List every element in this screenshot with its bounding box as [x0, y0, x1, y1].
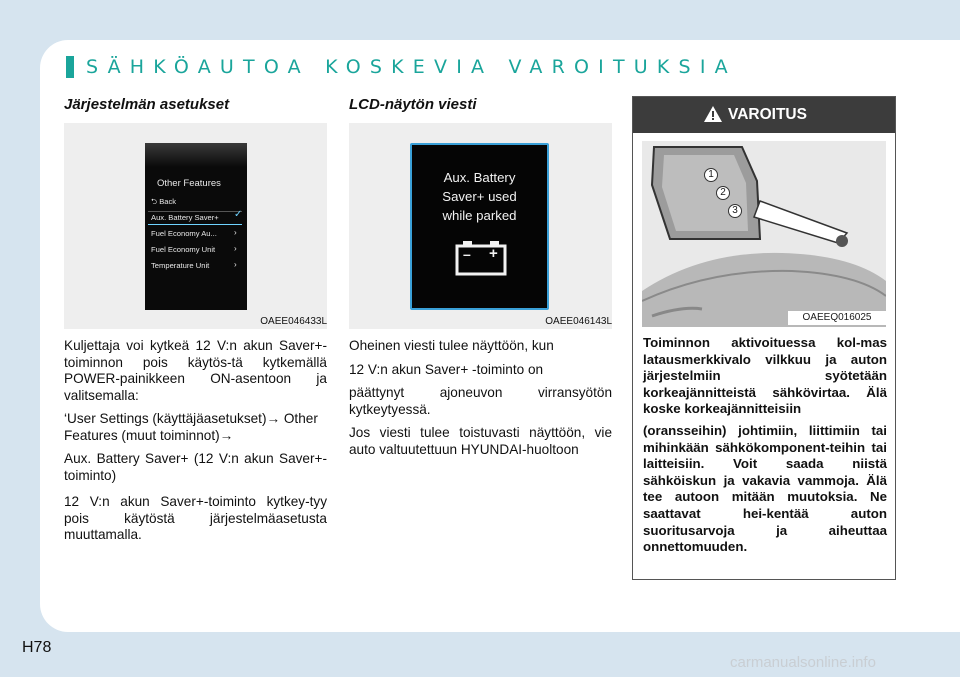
col2-paragraph: Oheinen viesti tulee näyttöön, kun	[349, 338, 554, 353]
section-title: SÄHKÖAUTOA KOSKEVIA VAROITUKSIA	[86, 56, 737, 78]
col1-paragraph: ‘User Settings (käyttäjäasetukset)→ Other Features (muut toiminnot)→	[64, 411, 318, 443]
battery-plus-symbol: +	[489, 245, 498, 262]
screen-item-aux: Aux. Battery Saver+	[151, 213, 219, 222]
col1-paragraph: Kuljettaja voi kytkeä 12 V:n akun Saver+-toiminnon pois käytös-tä kytkemällä POWER-painikkeen ON-asentoon ja valitsemalla:	[64, 338, 327, 403]
screen-item-fuel-auto: Fuel Economy Au...	[151, 229, 217, 238]
watermark: carmanualsonline.info	[730, 654, 876, 671]
col2-paragraph: päättynyt ajoneuvon virransyötön kytkeytyessä.	[349, 385, 612, 417]
callout-3: 3	[728, 204, 742, 218]
warning-triangle-icon	[703, 105, 723, 123]
col1-body	[64, 338, 327, 551]
col1-image-code: OAEE046433L	[260, 316, 327, 327]
callout-1: 1	[704, 168, 718, 182]
warning-body	[643, 335, 887, 561]
col2-paragraph: 12 V:n akun Saver+ -toiminto on	[349, 361, 544, 377]
page-number: H78	[22, 639, 52, 656]
warning-header	[633, 97, 895, 133]
warning-image-code: OAEEQ016025	[788, 311, 886, 325]
warning-paragraph: Toiminnon aktivoituessa kol-mas latausmerkkivalo vilkkuu ja auton järjestelmiin syötetään korkeajännitteistä sähkövirtaa. Älä koske korkeajännitteisiin	[643, 335, 887, 417]
lcd-message: Aux. Battery Saver+ used while parked	[442, 170, 517, 223]
warning-box	[632, 96, 896, 580]
callout-2: 2	[716, 186, 730, 200]
warning-label: VAROITUS	[728, 106, 807, 123]
col1-title: Järjestelmän asetukset	[64, 96, 230, 113]
settings-screen	[145, 143, 247, 310]
header-accent-bar	[66, 56, 74, 78]
charging-port-image	[642, 141, 886, 327]
chevron-right-icon: ›	[234, 260, 237, 269]
col2-title: LCD-näytön viesti	[349, 96, 477, 113]
warning-paragraph: (oransseihin) johtimiin, liittimiin tai mihinkään sähkökomponent-teihin tai laitteisiin. Voit saada niistä sähköiskun ja vakavia vammoja. Älä tee autoon mitään muutoksia. Ne saattavat hei-kentää auton suoritusarvoja ja aiheuttaa onnettomuuden.	[643, 422, 887, 555]
screen-title: Other Features	[157, 178, 221, 189]
screen-item-temp-unit: Temperature Unit	[151, 261, 210, 270]
chevron-right-icon: ›	[234, 244, 237, 253]
col2-body	[349, 338, 612, 465]
car-hood-illustration	[642, 141, 886, 327]
back-arrow-icon: ⮌	[151, 197, 160, 206]
lcd-display	[410, 143, 549, 310]
checkmark-icon: ✓	[234, 209, 243, 220]
chevron-right-icon: ›	[234, 228, 237, 237]
battery-minus-symbol: –	[463, 246, 471, 262]
col1-paragraph: Aux. Battery Saver+ (12 V:n akun Saver+-toiminto)	[64, 451, 327, 483]
col2-image-code: OAEE046143L	[545, 316, 612, 327]
screen-item-back: ⮌ Back	[151, 197, 177, 206]
col1-paragraph: 12 V:n akun Saver+-toiminto kytkey-tyy pois käytöstä järjestelmäasetusta muuttamalla.	[64, 494, 327, 542]
screen-item-fuel-unit: Fuel Economy Unit	[151, 245, 216, 254]
screen-top-gradient	[145, 143, 247, 167]
col2-paragraph: Jos viesti tulee toistuvasti näyttöön, vie auto valtuutettuun HYUNDAI-huoltoon	[349, 425, 612, 457]
